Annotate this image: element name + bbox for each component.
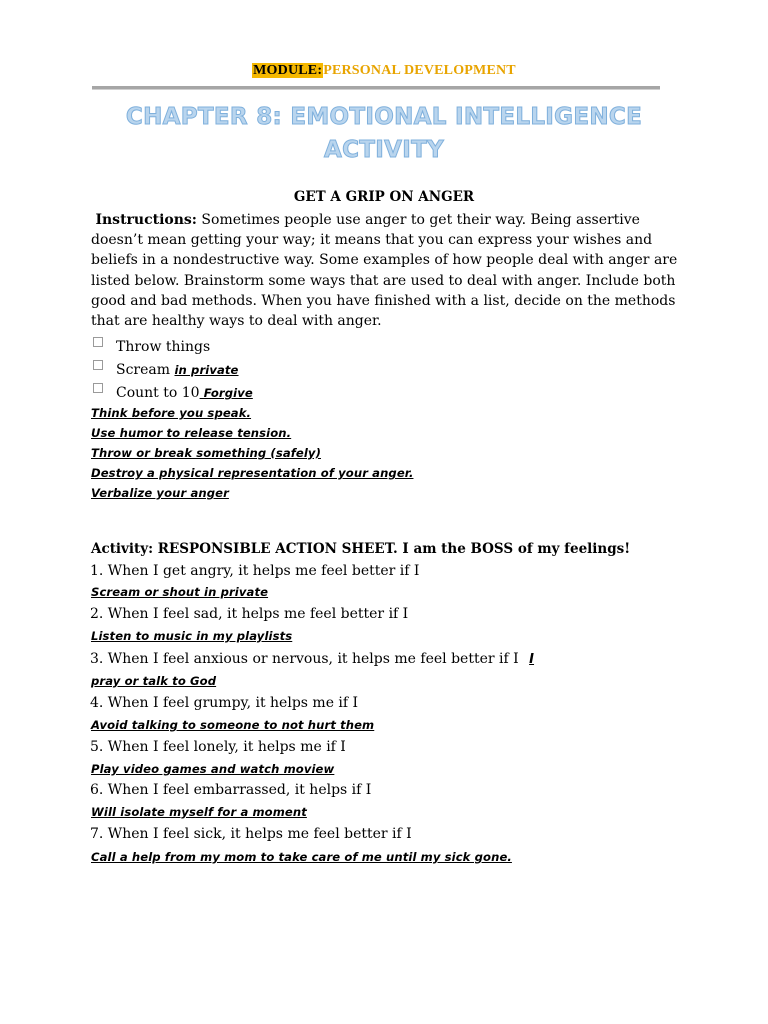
checkbox-icon[interactable] bbox=[93, 337, 103, 347]
handwritten-item: Verbalize your anger bbox=[91, 486, 229, 500]
chapter-title: CHAPTER 8: EMOTIONAL INTELLIGENCE bbox=[125, 104, 643, 130]
instructions-text: Sometimes people use anger to get their way. Being assertive doesn’t mean getting your way; it means that you can express your wishes and beliefs in a nondestructive way. Some examples of how people deal with anger are listed below. Brainstorm some ways that are used to deal with anger. Include both good and bad methods. When you have finished with a list, decide on the methods that are healthy ways to deal with anger. bbox=[91, 212, 678, 330]
handwritten-item: Destroy a physical representation of your anger. bbox=[91, 466, 414, 480]
activity-title: Activity: RESPONSIBLE ACTION SHEET. I am the BOSS of my feelings! bbox=[91, 541, 631, 557]
handwritten-note: Forgive bbox=[199, 386, 253, 400]
module-header bbox=[0, 63, 768, 79]
checklist-item bbox=[93, 360, 239, 380]
activity-answer: Avoid talking to someone to not hurt them bbox=[91, 718, 375, 732]
activity-answer: Scream or shout in private bbox=[91, 585, 269, 599]
activity-question: 4. When I feel grumpy, it helps me if I bbox=[90, 695, 359, 711]
checklist-label: Throw things bbox=[116, 339, 211, 355]
handwritten-item: Use humor to release tension. bbox=[91, 426, 292, 440]
activity-answer: pray or talk to God bbox=[91, 674, 217, 688]
checklist-label: Scream bbox=[116, 362, 171, 378]
checkbox-icon[interactable] bbox=[93, 360, 103, 370]
activity-answer: Will isolate myself for a moment bbox=[91, 805, 307, 819]
handwritten-note: I bbox=[529, 652, 535, 667]
instructions-paragraph bbox=[91, 210, 691, 331]
chapter-subtitle: ACTIVITY bbox=[323, 137, 445, 163]
activity-question: 2. When I feel sad, it helps me feel better if I bbox=[90, 606, 409, 622]
instructions-label: Instructions: bbox=[95, 212, 197, 228]
activity-answer: Listen to music in my playlists bbox=[91, 629, 293, 643]
header-divider bbox=[92, 86, 660, 90]
activity-question: 7. When I feel sick, it helps me feel better if I bbox=[90, 826, 412, 842]
checkbox-icon[interactable] bbox=[93, 383, 103, 393]
activity-question: 6. When I feel embarrassed, it helps if I bbox=[90, 782, 372, 798]
module-label: MODULE: bbox=[253, 63, 323, 78]
activity-question: 1. When I get angry, it helps me feel better if I bbox=[90, 563, 420, 579]
activity-answer: Play video games and watch moview bbox=[91, 762, 335, 776]
checklist-item bbox=[93, 337, 210, 357]
handwritten-item: Think before you speak. bbox=[91, 406, 252, 420]
checklist-label: Count to 10 bbox=[116, 385, 200, 401]
activity-question-text: 3. When I feel anxious or nervous, it helps me feel better if I bbox=[90, 651, 519, 667]
activity-question: 5. When I feel lonely, it helps me if I bbox=[90, 739, 346, 755]
module-name: PERSONAL DEVELOPMENT bbox=[323, 63, 516, 78]
section-heading: GET A GRIP ON ANGER bbox=[293, 189, 475, 205]
checklist-item bbox=[93, 383, 253, 403]
handwritten-note: in private bbox=[174, 363, 239, 377]
activity-question bbox=[90, 651, 534, 667]
handwritten-item: Throw or break something (safely) bbox=[91, 446, 321, 460]
activity-answer: Call a help from my mom to take care of me until my sick gone. bbox=[91, 850, 512, 864]
